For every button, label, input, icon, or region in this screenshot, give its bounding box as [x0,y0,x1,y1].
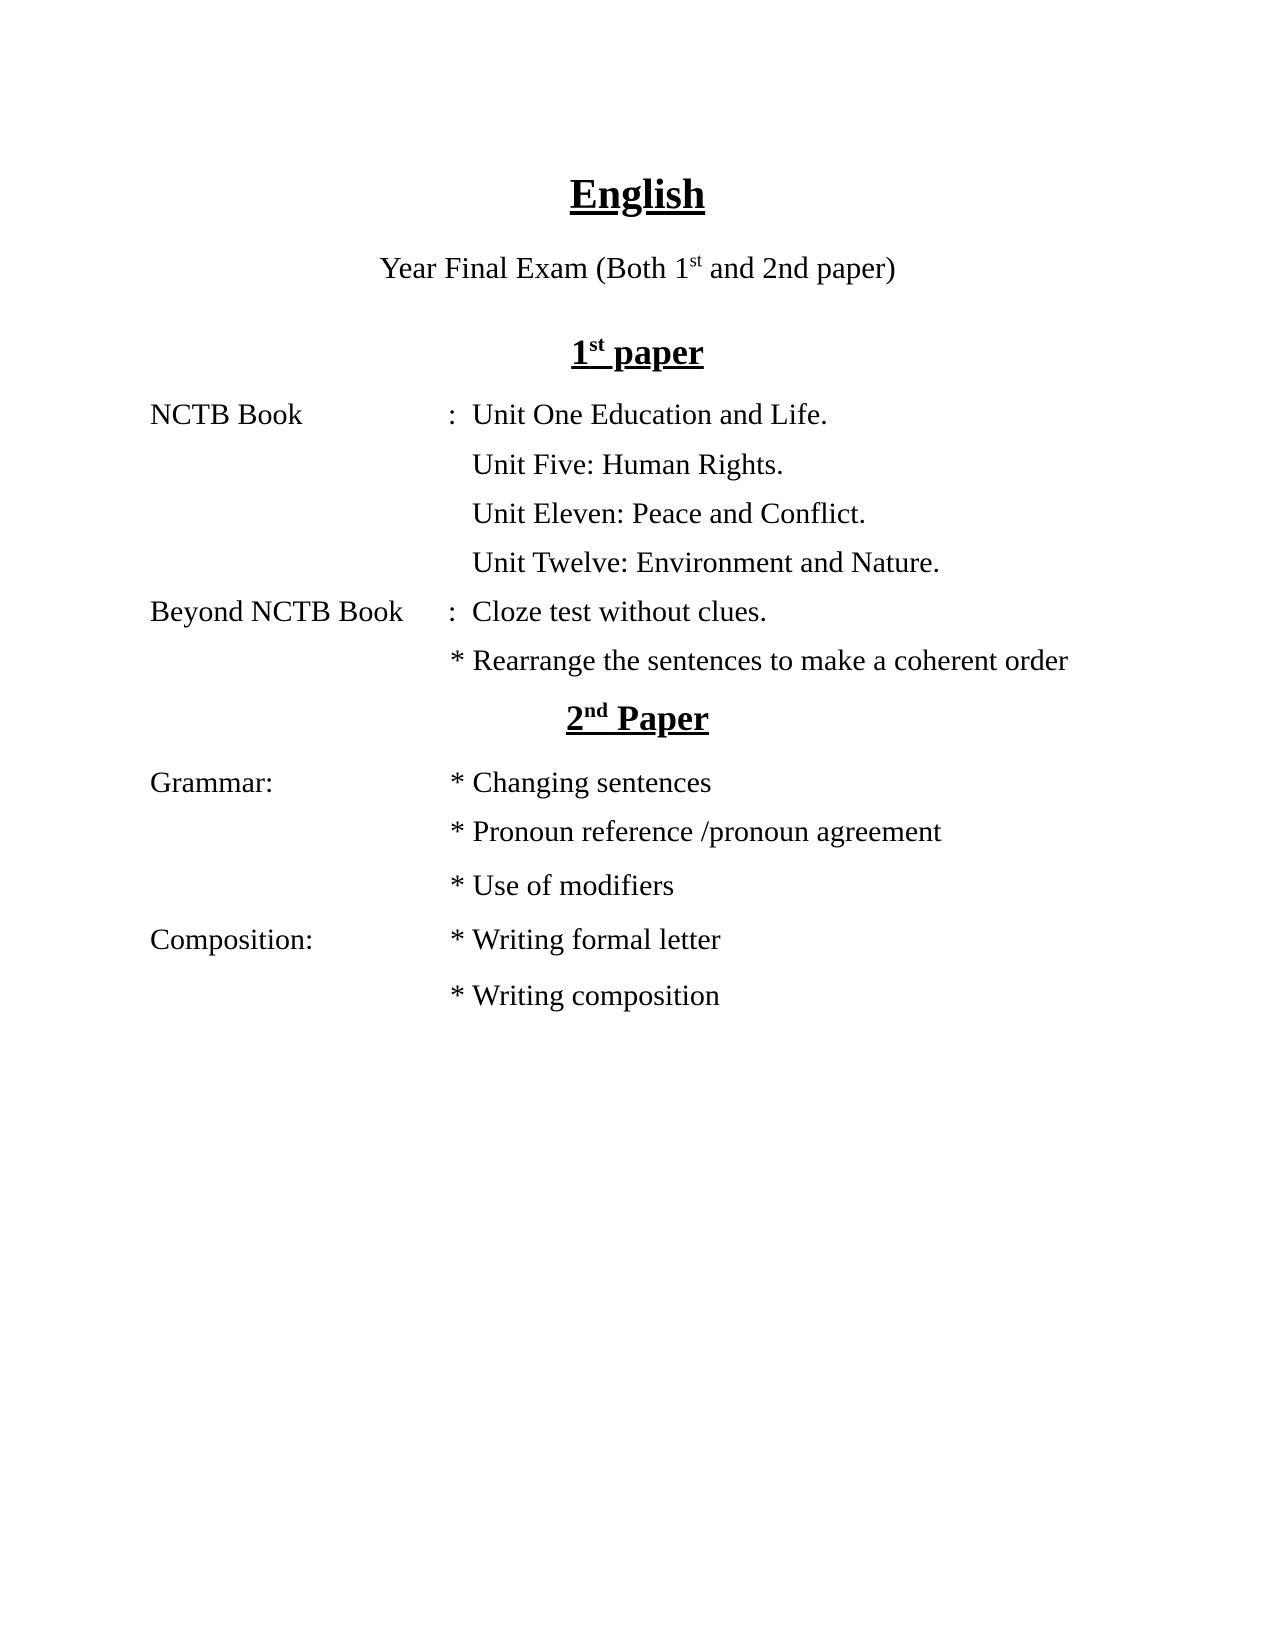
grammar-item: * Changing sentences [450,766,712,799]
page-title: English [569,172,706,218]
grammar-item: * Pronoun reference /pronoun agreement [450,815,942,848]
paper2-heading-sup: nd [584,698,609,722]
paper1-heading-text: paper [604,332,704,372]
subtitle-prefix: Year Final Exam (Both 1 [379,250,690,285]
subtitle-suffix: and 2nd paper) [702,250,896,285]
nctb-item: Unit Five: Human Rights. [472,448,784,481]
grammar-item: * Use of modifiers [450,869,675,902]
paper2-heading [0,700,1275,736]
subtitle-sup: st [689,250,702,272]
beyond-item: * Rearrange the sentences to make a coherent order [450,644,1069,677]
composition-item: * Writing composition [450,979,720,1012]
paper1-heading-num: 1 [571,332,590,372]
nctb-item: Unit One Education and Life. [472,398,828,431]
composition-item: * Writing formal letter [450,923,721,956]
nctb-item: Unit Eleven: Peace and Conflict. [472,497,867,530]
beyond-item: Cloze test without clues. [472,595,767,628]
grammar-label: Grammar: [150,766,274,799]
paper2-heading-num: 2 [566,698,584,738]
nctb-item: Unit Twelve: Environment and Nature. [472,546,941,579]
nctb-label: NCTB Book [150,398,303,431]
composition-label: Composition: [150,923,314,956]
beyond-colon: : [448,595,457,628]
exam-subtitle [0,252,1275,283]
nctb-colon: : [448,398,457,431]
beyond-label: Beyond NCTB Book [150,595,404,628]
paper2-heading-text: Paper [608,698,709,738]
paper1-heading [0,334,1275,370]
paper1-heading-sup: st [589,332,605,356]
